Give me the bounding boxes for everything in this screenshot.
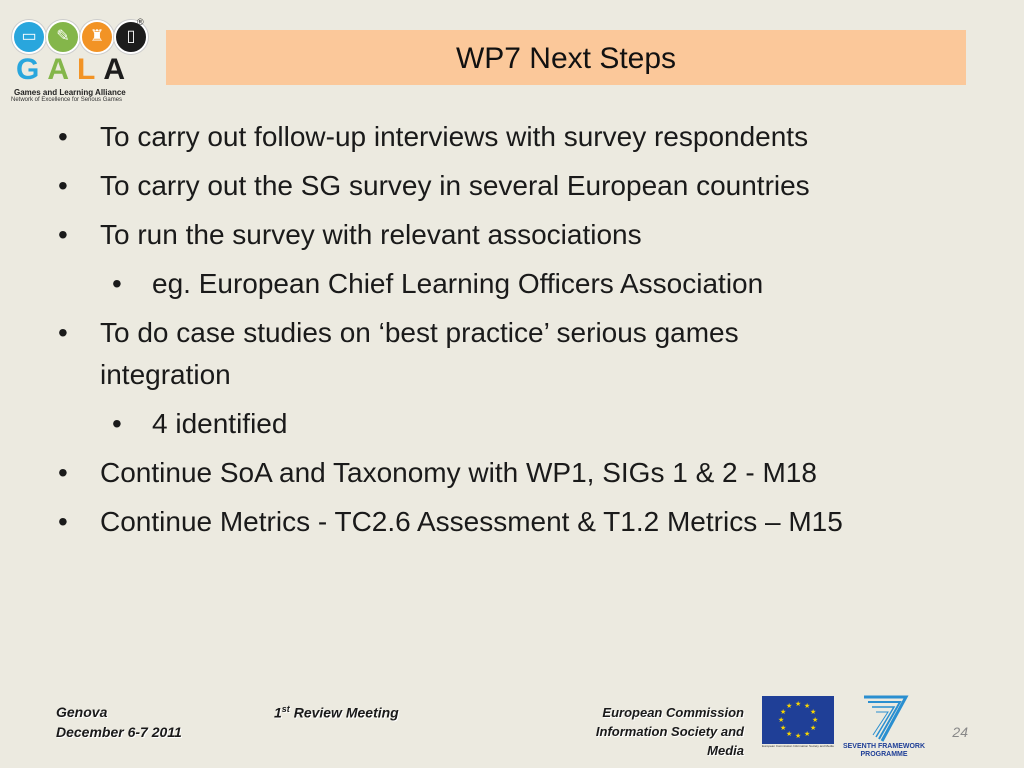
eu-star-icon: ★ [780,725,787,732]
book-icon: ▯ [126,28,136,45]
footer-ec [540,703,744,760]
meeting-label: Review Meeting [289,704,399,721]
bullet-text: eg. European Chief Learning Officers Association [152,268,764,299]
ec-line: Media [707,743,744,758]
gala-logo [8,14,156,106]
meeting-ordinal-suffix: st [281,704,290,714]
logo-circle-green [46,20,80,54]
logo-circle-blue [12,20,46,54]
eu-star-icon: ★ [778,717,785,724]
logo-letter-a1: A [47,53,78,86]
eu-star-icon: ★ [786,703,793,710]
page-number: 24 [952,724,968,740]
slide-title: WP7 Next Steps [455,42,677,75]
eu-star-icon: ★ [804,703,811,710]
eu-star-icon: ★ [786,731,793,738]
eu-flag-logo [762,696,834,744]
eu-caption: European Commission Information Society and Media [762,744,834,748]
logo-wordmark [16,54,146,86]
bullet-text: 4 identified [152,408,288,439]
eu-star-icon: ★ [780,709,787,716]
eu-star-icon: ★ [810,709,817,716]
bullet-dot: • [112,268,122,299]
bullet-text: To carry out follow-up interviews with survey respondents [100,121,809,152]
bullet-text: Continue SoA and Taxonomy with WP1, SIGs 1 & 2 - M18 [100,457,817,488]
footer-location: Genova [56,704,108,720]
fp7-seven-icon [842,693,926,743]
logo-letter-g: G [16,53,48,86]
logo-subtitle: Network of Excellence for Serious Games [11,97,123,103]
bullet-text: Continue Metrics - TC2.6 Assessment & T1.2 Metrics – M15 [100,506,843,537]
fp7-caption: SEVENTH FRAMEWORK PROGRAMME [842,743,926,758]
logo-circle-orange [80,20,114,54]
eu-star-icon: ★ [795,701,802,708]
bullet-text: To carry out the SG survey in several European countries [100,170,810,201]
ec-line: Information Society and [595,724,744,739]
bullet-dot: • [58,121,68,152]
pencil-icon: ✎ [56,28,70,45]
gamepad-icon: ♜ [89,28,105,45]
bullet-text: To do case studies on ‘best practice’ serious games [100,317,739,348]
bullet-dot: • [58,317,68,348]
ec-line: European Commission [602,705,744,720]
eu-star-icon: ★ [812,717,819,724]
monitor-icon: ▭ [21,28,37,45]
title-bar [166,30,966,85]
eu-star-icon: ★ [795,733,802,740]
meeting-ordinal: 1 [274,704,282,721]
bullet-dot: • [58,219,68,250]
bullet-dot: • [58,457,68,488]
registered-mark: ® [137,17,144,27]
logo-letter-l: L [77,53,104,86]
fp7-logo [842,693,926,763]
bullet-text-continuation: integration [100,359,231,390]
eu-star-icon: ★ [804,731,811,738]
bullet-text: To run the survey with relevant associations [100,219,642,250]
bullet-dot: • [58,170,68,201]
bullet-dot: • [58,506,68,537]
footer-dates: December 6-7 2011 [56,724,182,740]
footer-meeting [274,704,399,721]
bullet-dot: • [112,408,122,439]
logo-tagline: Games and Learning Alliance [14,88,126,97]
logo-letter-a2: A [103,53,134,86]
eu-star-icon: ★ [810,725,817,732]
